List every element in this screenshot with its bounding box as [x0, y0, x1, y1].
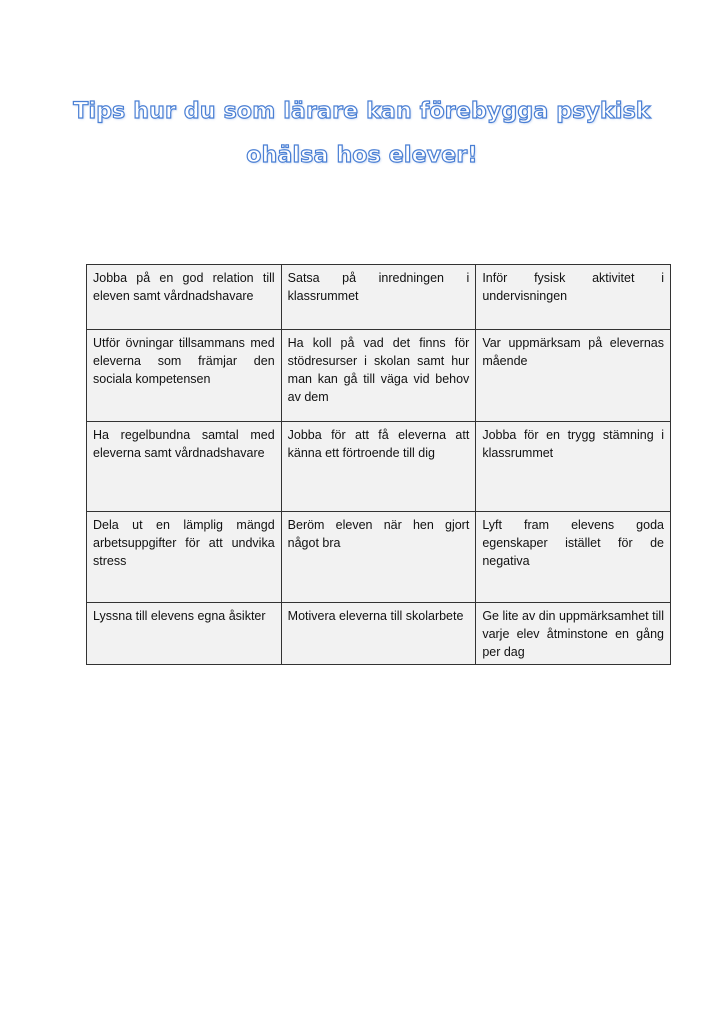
table-cell: Var uppmärksam på elevernas mående	[476, 330, 671, 422]
table-row	[87, 422, 671, 512]
page-title-line-1: Tips hur du som lärare kan förebygga psykisk	[73, 99, 651, 124]
tips-table	[86, 264, 671, 665]
page-title-line-2: ohälsa hos elever!	[246, 143, 478, 168]
table-cell: Ha regelbundna samtal med eleverna samt vårdnadshavare	[87, 422, 282, 512]
table-cell: Inför fysisk aktivitet i undervisningen	[476, 265, 671, 330]
table-cell: Dela ut en lämplig mängd arbetsuppgifter för att undvika stress	[87, 512, 282, 603]
table-cell: Lyssna till elevens egna åsikter	[87, 603, 282, 665]
table-cell: Jobba för att få eleverna att känna ett förtroende till dig	[281, 422, 476, 512]
table-cell: Satsa på inredningen i klassrummet	[281, 265, 476, 330]
table-cell: Jobba för en trygg stämning i klassrummet	[476, 422, 671, 512]
table-cell: Motivera eleverna till skolarbete	[281, 603, 476, 665]
table-row	[87, 603, 671, 665]
table-row	[87, 330, 671, 422]
table-row	[87, 512, 671, 603]
table-cell: Beröm eleven när hen gjort något bra	[281, 512, 476, 603]
table-cell: Jobba på en god relation till eleven samt vårdnadshavare	[87, 265, 282, 330]
page-title	[40, 90, 684, 178]
table-cell: Lyft fram elevens goda egenskaper istället för de negativa	[476, 512, 671, 603]
table-cell: Ha koll på vad det finns för stödresurser i skolan samt hur man kan gå till väga vid behov av dem	[281, 330, 476, 422]
table-cell: Ge lite av din uppmärksamhet till varje elev åtminstone en gång per dag	[476, 603, 671, 665]
table-cell: Utför övningar tillsammans med eleverna som främjar den sociala kompetensen	[87, 330, 282, 422]
table-row	[87, 265, 671, 330]
